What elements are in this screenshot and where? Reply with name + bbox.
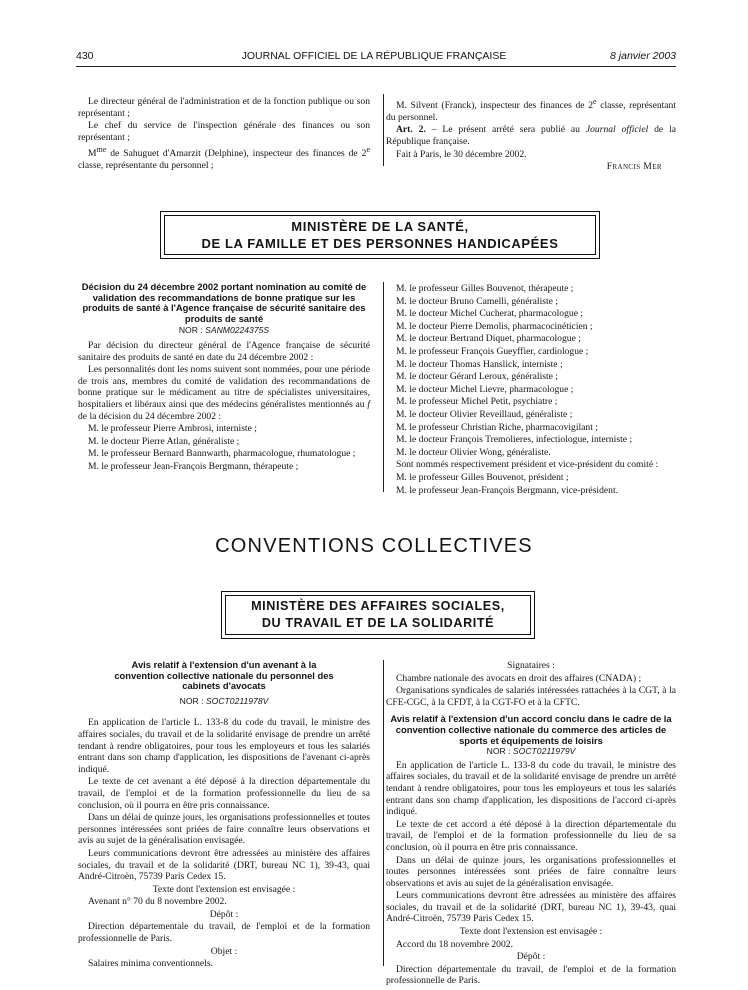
member-item: M. le docteur Michel Cucherat, pharmacologue ; — [396, 308, 584, 320]
decision-title: Décision du 24 décembre 2002 portant nomination au comité de validation des recommandations de bonne pratique sur les produits de santé à l'Agence française de sécurité sanitaire des produits de santé — [81, 281, 367, 324]
signataire: Organisations syndicales de salariés intéressées rattachées à la CGT, à la CFE-CGC, à la CFDT, à la CGT-FO et à la CFTC. — [386, 685, 676, 708]
member-item: M. le docteur Pierre Demolis, pharmacocinéticien ; — [396, 320, 593, 332]
nor-label: NOR : — [486, 746, 511, 757]
paragraph: M. Silvent (Franck), inspecteur des finances de 2e classe, représentant du personnel. — [386, 97, 677, 123]
objet-label: Objet : — [210, 945, 238, 957]
decision-nor — [78, 325, 370, 337]
texte-label: Texte dont l'extension est envisagée : — [459, 926, 603, 938]
president: M. le professeur Gilles Bouvenot, président ; — [396, 471, 569, 483]
column-divider-top — [383, 94, 384, 166]
top-left-column — [78, 96, 370, 173]
avis-2-title: Avis relatif à l'extension d'un accord conclu dans le cadre de la convention collective nationale du commerce des articles de sports et équipements de loisirs — [390, 713, 672, 746]
texte-label: Texte dont l'extension est envisagée : — [152, 883, 296, 895]
paragraph: Par décision du directeur général de l'Agence française de sécurité sanitaire des produits de santé en date du 24 décembre 2002 : — [78, 339, 370, 363]
ministry-name-line-1: MINISTÈRE DE LA SANTÉ, — [291, 219, 469, 234]
member-item: M. le docteur Thomas Hanslick, interniste ; — [396, 358, 563, 370]
member-item: M. le docteur Bertrand Diquet, pharmacologue ; — [396, 333, 581, 345]
member-item: M. le professeur Jean-François Bergmann, thérapeute ; — [88, 460, 299, 472]
member-item: M. le professeur François Gueyffier, cardiologue ; — [396, 345, 589, 357]
paragraph: En application de l'article L. 133-8 du code du travail, le ministre des affaires sociales, du travail et de la solidarité envisage de prendre un arrêté tendant à rendre obligatoires, pour tous les employeurs et tous les salariés entrant dans son champ d'application, les dispositions de l'accord ci-après indiqué. — [386, 759, 676, 818]
signataire: Chambre nationale des avocats en droit des affaires (CNADA) ; — [396, 672, 642, 684]
paragraph: Leurs communications devront être adressées au ministère des affaires sociales, du travail et de la solidarité (DRT, bureau NC 1), 39-43, quai André-Citroën, 75739 Paris Cedex 15. — [78, 847, 370, 883]
paragraph: Les personnalités dont les noms suivent sont nommées, pour une période de trois ans, membres du comité de validation des recommandations de bonne pratique sur le médicament au titre de spécialistes universitaires, hospitaliers et libéraux ainsi que des médecins généralistes mentionnés au f de la décision du 24 décembre 2002 : — [78, 364, 370, 422]
avis-1-nor — [78, 696, 370, 708]
nor-code: SOCT0211979V — [512, 746, 576, 757]
ministry-box-sante — [160, 211, 600, 259]
member-item: M. le professeur Gilles Bouvenot, thérapeute ; — [396, 283, 574, 294]
depot: Direction départementale du travail, de l'emploi et de la formation professionnelle de Paris. — [386, 963, 676, 987]
section-title: CONVENTIONS COLLECTIVES — [215, 535, 533, 557]
issue-date: 8 janvier 2003 — [610, 50, 676, 62]
paragraph: Le directeur général de l'administration et de la fonction publique ou son représentant ; — [78, 96, 370, 119]
ministry-name-line-1: MINISTÈRE DES AFFAIRES SOCIALES, — [251, 599, 505, 613]
depot: Direction départementale du travail, de l'emploi et de la formation professionnelle de Paris. — [78, 921, 370, 945]
column-divider-decision — [383, 282, 384, 492]
member-item: M. le docteur Michel Lievre, pharmacologue ; — [396, 383, 574, 395]
member-item: M. le professeur Michel Petit, psychiatre ; — [396, 396, 558, 408]
depot-label: Dépôt : — [516, 951, 546, 963]
paragraph: Le chef du service de l'inspection générale des finances ou son représentant ; — [78, 120, 370, 143]
accord: Accord du 18 novembre 2002. — [396, 938, 513, 950]
avis-2-nor — [386, 746, 676, 758]
column-divider-bottom — [383, 660, 384, 966]
top-right-column — [386, 96, 676, 174]
avis-1-title: Avis relatif à l'extension d'un avenant à la convention collective nationale du personnel des cabinets d'avocats — [114, 659, 334, 692]
member-item: M. le docteur Pierre Atlan, généraliste ; — [88, 435, 240, 447]
journal-title: JOURNAL OFFICIEL DE LA RÉPUBLIQUE FRANÇAISE — [241, 50, 507, 62]
member-item: M. le professeur Bernard Bannwarth, pharmacologue, rhumatologue ; — [88, 448, 356, 460]
member-item: M. le professeur Christian Riche, pharmacovigilant ; — [396, 421, 598, 433]
paragraph: Dans un délai de quinze jours, les organisations professionnelles et toutes personnes intéressées sont priées de faire connaître leurs observations et avis au sujet de la généralisation envisagée. — [78, 812, 370, 847]
header-rule — [76, 66, 676, 67]
ministry-name-line-2: DE LA FAMILLE ET DES PERSONNES HANDICAPÉES — [201, 236, 559, 251]
paragraph: $M^{me}$ de Sahuguet d'Amarzit (Delphine), inspecteur des finances de 2e classe, représentante du personnel ; — [78, 145, 370, 172]
fait-a-paris: Fait à Paris, le 30 décembre 2002. — [396, 148, 527, 160]
vice-president: M. le professeur Jean-François Bergmann, vice-président. — [396, 484, 619, 496]
depot-label: Dépôt : — [209, 908, 239, 920]
decision-left-column — [78, 282, 370, 474]
member-item: M. le docteur Olivier Wong, généraliste. — [396, 446, 551, 458]
ministry-box-affaires-sociales — [221, 591, 535, 639]
paragraph: Le texte de cet accord a été déposé à la direction départementale du travail, de l'emploi et de la formation professionnelle du lieu de sa conclusion, où il pourra en être pris connaissance. — [386, 818, 676, 853]
member-item: M. le docteur Olivier Reveillaud, généraliste ; — [396, 408, 573, 420]
nor-code: SOCT0211978V — [205, 695, 269, 706]
member-item: M. le docteur Gérard Leroux, généraliste ; — [396, 371, 558, 383]
member-list — [386, 283, 676, 458]
article-2 — [386, 124, 676, 147]
signature: Francis Mer — [606, 161, 662, 173]
avenant: Avenant n° 70 du 8 novembre 2002. — [88, 896, 227, 908]
paragraph: Le texte de cet avenant a été déposé à la direction départementale du travail, de l'emploi et de la formation professionnelle du lieu de sa conclusion, où il pourra en être pris connaissance. — [78, 776, 370, 811]
member-item: M. le docteur François Tremolieres, infectiologue, interniste ; — [396, 434, 633, 446]
nor-code: SANM0224375S — [205, 325, 270, 336]
paragraph: Leurs communications devront être adressées au ministère des affaires sociales, du travail et de la solidarité (DRT, bureau NC 1), 39-43, quai André-Citroën, 75739 Paris Cedex 15. — [386, 890, 676, 925]
nor-label: NOR : — [179, 695, 204, 706]
paragraph: En application de l'article L. 133-8 du code du travail, le ministre des affaires sociales, du travail et de la solidarité envisage de prendre un arrêté tendant à rendre obligatoires, pour tous les employeurs et tous les salariés entrant dans son champ d'application, les dispositions de l'avenant ci-après indiqué. — [78, 717, 370, 775]
page-number: 430 — [76, 50, 94, 62]
avis-1-column — [78, 660, 370, 971]
article-label: Art. 2. — [396, 124, 426, 136]
signataires-label: Signataires : — [507, 660, 555, 671]
ministry-name-line-2: DU TRAVAIL ET DE LA SOLIDARITÉ — [261, 616, 495, 630]
decision-right-column — [386, 283, 676, 497]
nor-label: NOR : — [178, 325, 203, 336]
article-text: – Le présent arrêté sera publié au Journal officiel de la République française. — [386, 124, 676, 147]
member-item: M. le professeur Pierre Ambrosi, interniste ; — [88, 423, 257, 435]
objet: Salaires minima conventionnels. — [88, 958, 213, 970]
avis-2-column — [386, 660, 676, 988]
paragraph: Dans un délai de quinze jours, les organisations professionnelles et toutes personnes intéressées sont priées de faire connaître leurs observations et avis au sujet de la généralisation envisagée. — [386, 854, 676, 889]
named-paragraph: Sont nommés respectivement président et vice-président du comité : — [396, 459, 659, 471]
member-item: M. le docteur Bruno Camelli, généraliste ; — [396, 295, 558, 307]
